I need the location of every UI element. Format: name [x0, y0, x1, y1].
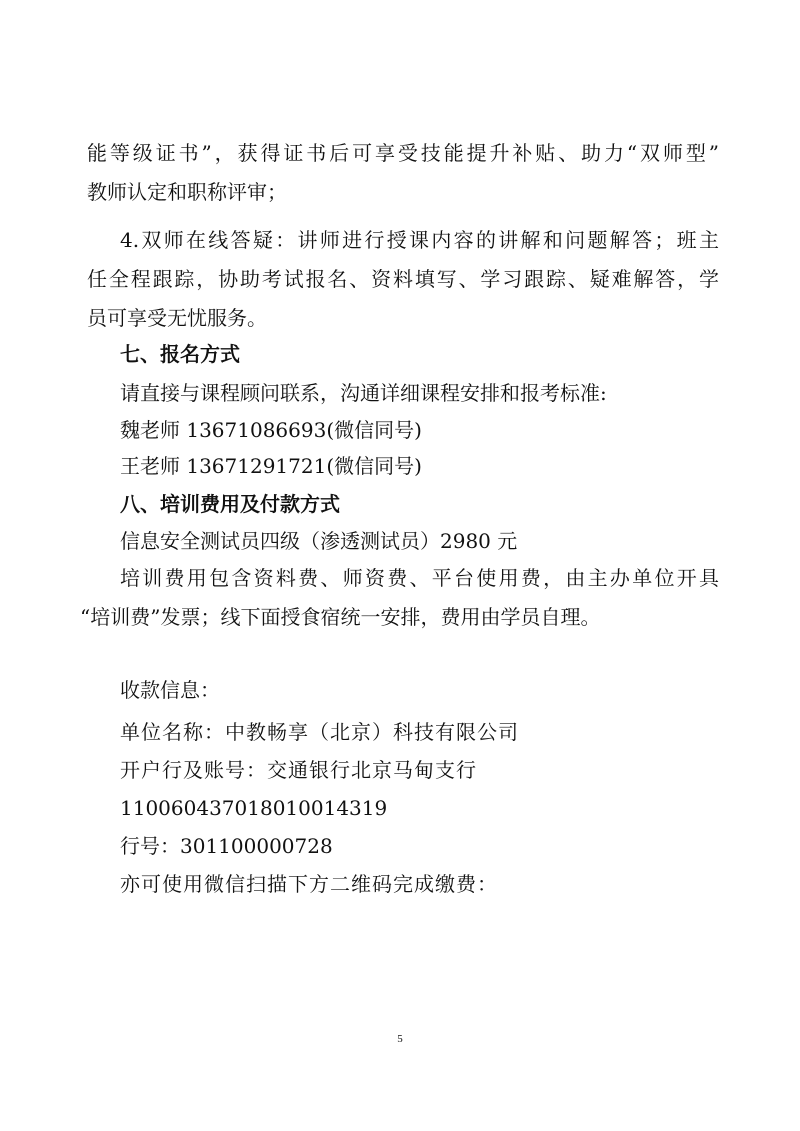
- fee-note-line: 培训费用包含资料费、师资费、平台使用费，由主办单位开具: [120, 566, 719, 590]
- payee-account: 110060437018010014319: [120, 796, 388, 820]
- payment-title: 收款信息：: [120, 678, 220, 702]
- wechat-payment-note: 亦可使用微信扫描下方二维码完成缴费：: [120, 872, 498, 896]
- section-heading-registration: 七、报名方式: [120, 342, 240, 366]
- section-heading-fees: 八、培训费用及付款方式: [120, 492, 340, 516]
- fee-note-line: “培训费”发票；线下面授食宿统一安排，费用由学员自理。: [80, 605, 601, 629]
- payee-company: 单位名称：中教畅享（北京）科技有限公司: [120, 720, 519, 744]
- paragraph-line: 能等级证书”，获得证书后可享受技能提升补贴、助力“双师型”: [87, 141, 719, 165]
- page-number: 5: [397, 1033, 403, 1045]
- paragraph-line: 员可享受无忧服务。: [87, 306, 267, 330]
- bank-code: 行号：301100000728: [120, 834, 333, 858]
- payee-bank: 开户行及账号：交通银行北京马甸支行: [120, 758, 477, 782]
- contact-wei: 魏老师 13671086693(微信同号): [120, 418, 422, 442]
- paragraph-line: 任全程跟踪，协助考试报名、资料填写、学习跟踪、疑难解答，学: [87, 267, 719, 291]
- paragraph-line: 4.双师在线答疑：讲师进行授课内容的讲解和问题解答；班主: [120, 228, 719, 252]
- registration-intro: 请直接与课程顾问联系，沟通详细课程安排和报考标准:: [120, 381, 607, 405]
- contact-wang: 王老师 13671291721(微信同号): [120, 454, 422, 478]
- course-price: 信息安全测试员四级（渗透测试员）2980 元: [120, 529, 518, 553]
- paragraph-line: 教师认定和职称评审；: [87, 180, 287, 204]
